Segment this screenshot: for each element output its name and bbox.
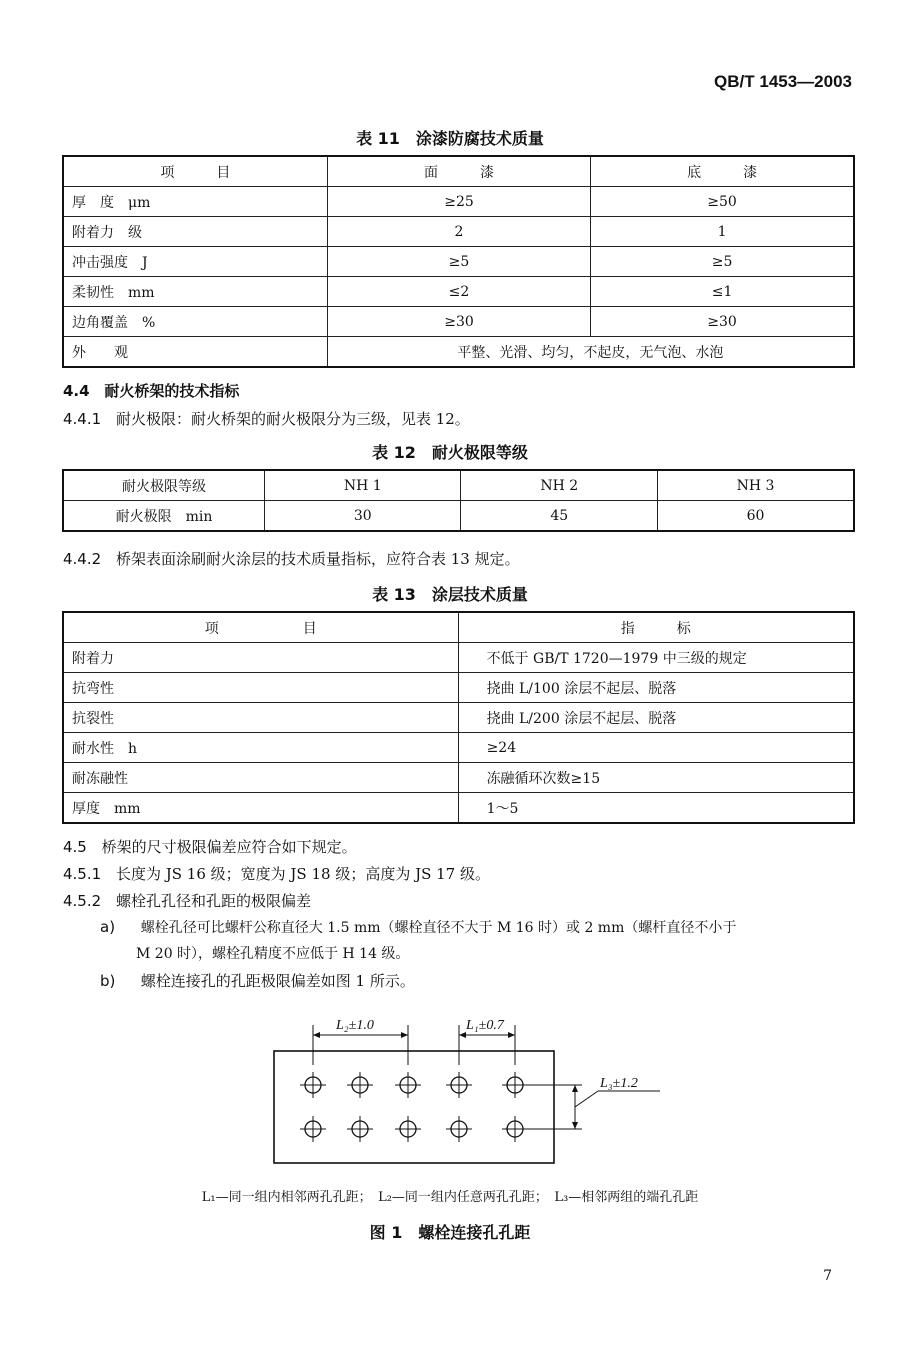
section-number: 4.4 <box>63 382 90 400</box>
table-header-cell: 指 标 <box>458 612 854 643</box>
section-text: 长度为 JS 16 级；宽度为 JS 18 级；高度为 JS 17 级。 <box>115 865 490 883</box>
table-cell: 附着力 级 <box>63 217 327 247</box>
table-cell: 耐火极限等级 <box>63 470 264 501</box>
section-text: 桥架表面涂刷耐火涂层的技术质量指标，应符合表 13 规定。 <box>115 550 520 568</box>
hole-row-2 <box>300 1116 528 1142</box>
section-4-4-1 <box>63 408 470 429</box>
bolt-hole-icon <box>347 1072 373 1098</box>
table-cell: 抗裂性 <box>63 703 458 733</box>
table-cell: 平整、光滑、均匀，不起皮，无气泡、水泡 <box>327 337 854 368</box>
table-cell: 厚 度 μm <box>63 187 327 217</box>
table-header-cell: 面 漆 <box>327 156 590 187</box>
arrow-icon <box>401 1032 408 1038</box>
list-item-b <box>100 970 415 991</box>
table-cell: 不低于 GB/T 1720—1979 中三级的规定 <box>458 643 854 673</box>
table-cell: 外 观 <box>63 337 327 368</box>
bolt-hole-icon <box>446 1116 472 1142</box>
table-cell: 挠曲 L/100 涂层不起层、脱落 <box>458 673 854 703</box>
table-row <box>63 501 854 532</box>
standard-code: QB/T 1453—2003 <box>714 72 852 91</box>
table-row <box>63 217 854 247</box>
page-number: 7 <box>823 1268 832 1284</box>
list-text: 螺栓连接孔的孔距极限偏差如图 1 所示。 <box>140 972 415 990</box>
section-4-4-2 <box>63 548 520 569</box>
bolt-hole-icon <box>502 1072 528 1098</box>
table-cell: 1 <box>591 217 854 247</box>
list-item-a <box>100 917 860 937</box>
table-cell: ≥25 <box>327 187 590 217</box>
table-cell: 耐火极限 min <box>63 501 264 532</box>
table-cell: NH 3 <box>657 470 854 501</box>
list-marker: b) <box>100 972 116 990</box>
section-number: 4.5.1 <box>63 865 102 883</box>
table-row <box>63 187 854 217</box>
list-marker: a) <box>100 918 116 936</box>
arrow-icon <box>508 1032 515 1038</box>
table13-caption: 表 13 涂层技术质量 <box>372 585 528 604</box>
table-cell: 2 <box>327 217 590 247</box>
table-row <box>63 247 854 277</box>
bolt-hole-icon <box>300 1072 326 1098</box>
table-cell: NH 1 <box>264 470 461 501</box>
table-cell: ≥24 <box>458 733 854 763</box>
table-cell: ≥5 <box>327 247 590 277</box>
table-header-cell: 底 漆 <box>591 156 854 187</box>
table-row <box>63 470 854 501</box>
bolt-hole-icon <box>300 1116 326 1142</box>
table-cell: ≥30 <box>327 307 590 337</box>
table-row <box>63 277 854 307</box>
section-4-5-2 <box>63 890 311 911</box>
section-text: 桥架的尺寸极限偏差应符合如下规定。 <box>101 838 357 856</box>
table-cell: NH 2 <box>461 470 658 501</box>
table-cell: ≤2 <box>327 277 590 307</box>
table-row <box>63 673 854 703</box>
bolt-hole-icon <box>395 1072 421 1098</box>
plate-outline <box>274 1051 554 1163</box>
figure1-caption: 图 1 螺栓连接孔孔距 <box>369 1223 531 1242</box>
table-cell: 挠曲 L/200 涂层不起层、脱落 <box>458 703 854 733</box>
figure1-diagram <box>0 1005 900 1215</box>
table-row <box>63 733 854 763</box>
section-number: 4.5 <box>63 838 87 856</box>
table-cell: ≥5 <box>591 247 854 277</box>
section-4-5 <box>63 836 357 857</box>
table-cell: 耐冻融性 <box>63 763 458 793</box>
table-row <box>63 703 854 733</box>
dim-label-l3: L₃±1.2 <box>600 1076 638 1091</box>
list-item-a-continued: M 20 时），螺栓孔精度不应低于 H 14 级。 <box>136 946 410 962</box>
bolt-hole-icon <box>446 1072 472 1098</box>
section-4-5-1 <box>63 863 490 884</box>
hole-row-1 <box>300 1072 528 1098</box>
table-header-cell: 项 目 <box>63 156 327 187</box>
table11 <box>62 155 855 368</box>
table-cell: 45 <box>461 501 658 532</box>
table-cell: 冲击强度 J <box>63 247 327 277</box>
bolt-hole-icon <box>395 1116 421 1142</box>
table-row <box>63 793 854 824</box>
arrow-icon <box>313 1032 320 1038</box>
table11-caption: 表 11 涂漆防腐技术质量 <box>356 129 544 148</box>
table-cell: 柔韧性 mm <box>63 277 327 307</box>
arrow-icon <box>459 1032 466 1038</box>
table-header-row <box>63 156 854 187</box>
table-cell: 60 <box>657 501 854 532</box>
table-row <box>63 307 854 337</box>
section-number: 4.4.2 <box>63 550 102 568</box>
table-header-cell: 项 目 <box>63 612 458 643</box>
bolt-hole-icon <box>502 1116 528 1142</box>
section-text: 耐火极限：耐火桥架的耐火极限分为三级，见表 12。 <box>115 410 470 428</box>
table-cell: 冻融循环次数≥15 <box>458 763 854 793</box>
table-cell: 附着力 <box>63 643 458 673</box>
table-cell: 1～5 <box>458 793 854 824</box>
table12 <box>62 469 855 532</box>
table-cell: 30 <box>264 501 461 532</box>
section-number: 4.4.1 <box>63 410 102 428</box>
section-4-4 <box>63 380 239 401</box>
table-cell: ≥30 <box>591 307 854 337</box>
table-cell: 厚度 mm <box>63 793 458 824</box>
arrow-icon <box>572 1122 578 1129</box>
table-cell: 抗弯性 <box>63 673 458 703</box>
table-cell: ≥50 <box>591 187 854 217</box>
table12-caption: 表 12 耐火极限等级 <box>372 443 528 462</box>
table13 <box>62 611 855 824</box>
leader-line <box>575 1091 598 1107</box>
table-row <box>63 643 854 673</box>
section-text: 螺栓孔孔径和孔距的极限偏差 <box>115 892 311 910</box>
table-row <box>63 337 854 368</box>
section-title: 耐火桥架的技术指标 <box>104 382 240 400</box>
arrow-icon <box>572 1085 578 1092</box>
figure1-legend: L₁—同一组内相邻两孔孔距； L₂—同一组内任意两孔孔距； L₃—相邻两组的端孔孔距 <box>201 1190 699 1205</box>
list-text: 螺栓孔径可比螺杆公称直径大 1.5 mm（螺栓直径不大于 M 16 时）或 2 mm（螺杆直径不小于 <box>140 920 737 936</box>
section-number: 4.5.2 <box>63 892 102 910</box>
table-cell: 边角覆盖 % <box>63 307 327 337</box>
table-row <box>63 763 854 793</box>
dim-label-l1: L₁±0.7 <box>466 1018 504 1033</box>
bolt-hole-icon <box>347 1116 373 1142</box>
table-cell: 耐水性 h <box>63 733 458 763</box>
table-cell: ≤1 <box>591 277 854 307</box>
dim-label-l2: L₂±1.0 <box>336 1018 374 1033</box>
table-header-row <box>63 612 854 643</box>
